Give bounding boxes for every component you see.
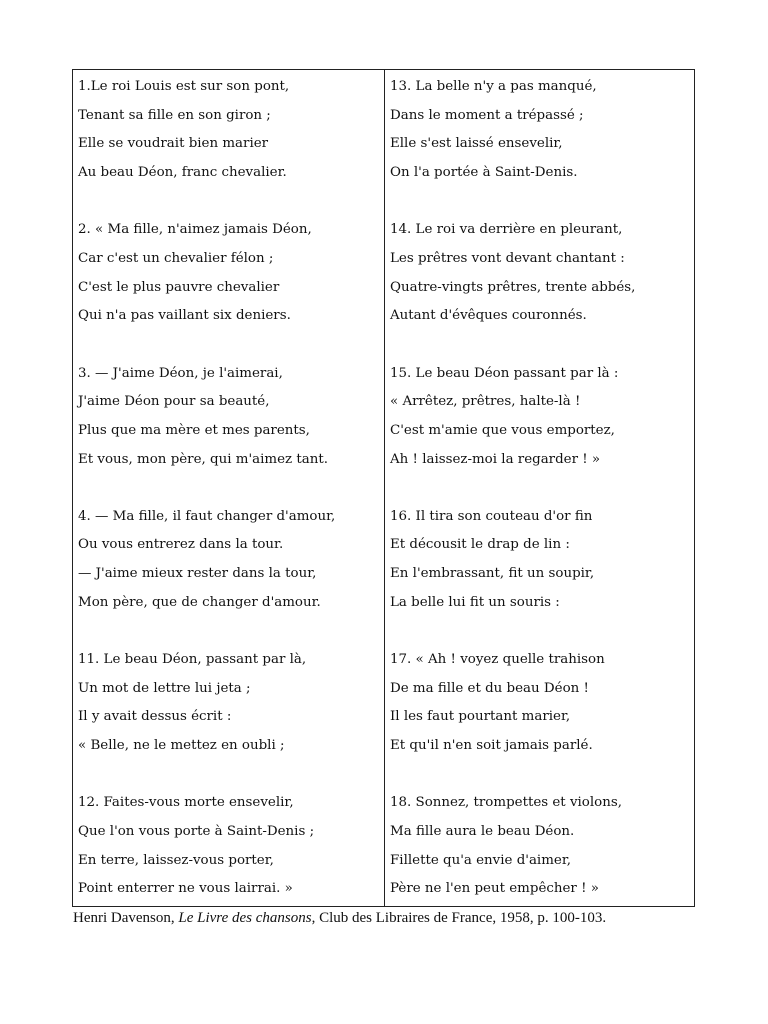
verse-line: Mon père, que de changer d'amour. [78, 594, 321, 610]
right-column [385, 70, 694, 906]
verse-line: Que l'on vous porte à Saint-Denis ; [78, 823, 315, 839]
verse-line: 4. — Ma fille, il faut changer d'amour, [78, 508, 336, 524]
stanza [390, 646, 694, 761]
stanza [390, 789, 694, 904]
verse-line: 1.Le roi Louis est sur son pont, [78, 79, 290, 94]
verse-line: Autant d'évêques couronnés. [390, 308, 587, 324]
stanza [78, 73, 384, 188]
stanza [78, 216, 384, 331]
verse-line: Au beau Déon, franc chevalier. [78, 165, 287, 181]
verse-line: Et vous, mon père, qui m'aimez tant. [78, 451, 328, 467]
stanza [390, 503, 694, 618]
stanza [78, 360, 384, 475]
verse-line: De ma fille et du beau Déon ! [390, 680, 589, 696]
verse-line: Ma fille aura le beau Déon. [390, 823, 575, 839]
verse-line: 15. Le beau Déon passant par là : [390, 365, 619, 381]
verse-line: Les prêtres vont devant chantant : [390, 250, 625, 266]
verse-line: Un mot de lettre lui jeta ; [78, 680, 251, 696]
source-title: Le Livre des chansons [178, 910, 312, 926]
verse-line: Il y avait dessus écrit : [78, 709, 232, 725]
verse-line: Il les faut pourtant marier, [390, 709, 571, 725]
stanza [390, 73, 694, 188]
stanza [78, 789, 384, 904]
verse-line: Elle s'est laissé ensevelir, [390, 136, 563, 152]
source-details: , Club des Libraires de France, 1958, p. 100-103. [311, 910, 607, 926]
verse-line: Plus que ma mère et mes parents, [78, 422, 310, 438]
verse-line: 18. Sonnez, trompettes et violons, [390, 795, 622, 811]
verse-line: Ou vous entrerez dans la tour. [78, 537, 284, 553]
verse-line: En terre, laissez-vous porter, [78, 852, 274, 868]
verse-line: 17. « Ah ! voyez quelle trahison [390, 652, 605, 667]
verse-line: « Arrêtez, prêtres, halte-là ! [390, 394, 581, 410]
verse-line: C'est m'amie que vous emportez, [390, 422, 615, 438]
verse-line: 3. — J'aime Déon, je l'aimerai, [78, 365, 283, 381]
stanza [390, 216, 694, 331]
verse-line: Et décousit le drap de lin : [390, 537, 570, 553]
verse-line: 14. Le roi va derrière en pleurant, [390, 222, 623, 238]
source-author: Henri Davenson, [73, 910, 179, 926]
verse-line: Car c'est un chevalier félon ; [78, 250, 274, 266]
verse-line: 2. « Ma fille, n'aimez jamais Déon, [78, 222, 312, 238]
verse-line: Père ne l'en peut empêcher ! » [390, 881, 599, 897]
verse-line: En l'embrassant, fit un soupir, [390, 566, 595, 582]
poem-table [72, 69, 695, 907]
verse-line: 11. Le beau Déon, passant par là, [78, 652, 307, 667]
verse-line: « Belle, ne le mettez en oubli ; [78, 738, 285, 754]
verse-line: Fillette qu'a envie d'aimer, [390, 852, 572, 868]
verse-line: 13. La belle n'y a pas manqué, [390, 79, 597, 94]
stanza [390, 360, 694, 475]
verse-line: C'est le plus pauvre chevalier [78, 279, 280, 295]
verse-line: Qui n'a pas vaillant six deniers. [78, 308, 291, 324]
verse-line: Quatre-vingts prêtres, trente abbés, [390, 279, 636, 295]
verse-line: 16. Il tira son couteau d'or fin [390, 508, 593, 524]
stanza [78, 646, 384, 761]
stanza [78, 503, 384, 618]
verse-line: On l'a portée à Saint-Denis. [390, 165, 578, 181]
verse-line: Point enterrer ne vous lairrai. » [78, 881, 293, 897]
verse-line: Tenant sa fille en son giron ; [78, 107, 271, 123]
verse-line: Elle se voudrait bien marier [78, 136, 269, 152]
verse-line: Et qu'il n'en soit jamais parlé. [390, 738, 593, 754]
source-citation [73, 909, 683, 928]
verse-line: Ah ! laissez-moi la regarder ! » [390, 451, 601, 467]
verse-line: Dans le moment a trépassé ; [390, 107, 584, 123]
verse-line: La belle lui fit un souris : [390, 594, 560, 610]
verse-line: — J'aime mieux rester dans la tour, [78, 566, 317, 582]
verse-line: 12. Faites-vous morte ensevelir, [78, 795, 294, 811]
left-column [73, 70, 385, 906]
verse-line: J'aime Déon pour sa beauté, [78, 394, 270, 410]
